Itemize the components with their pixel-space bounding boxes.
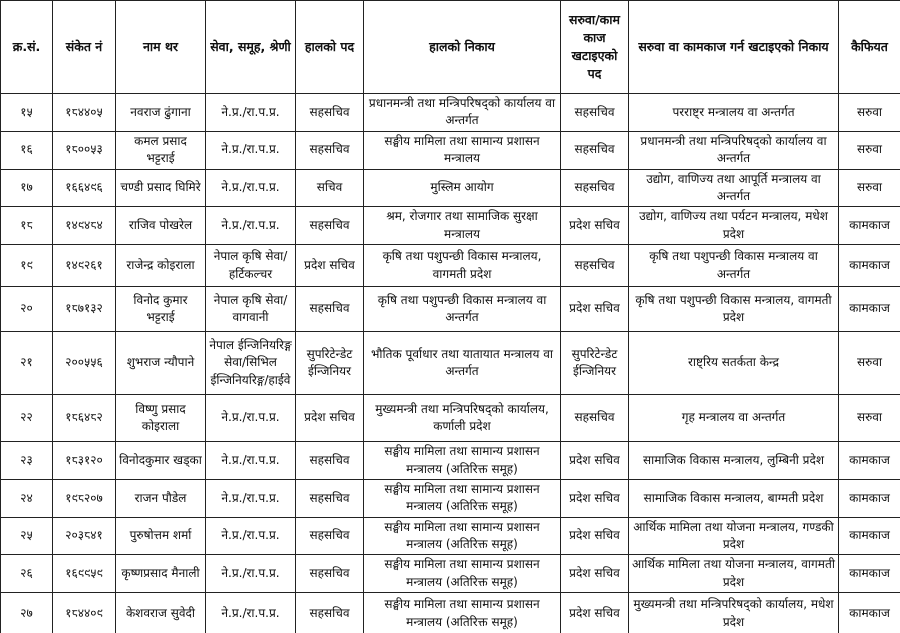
col-header-assigned-post: सरुवा/काम काज खटाइएको पद <box>561 1 629 94</box>
cell-service-group-class: ने.प्र./रा.प.प्र. <box>206 131 296 169</box>
cell-code-number: १८३१२० <box>53 442 116 480</box>
cell-current-post: सचिव <box>296 169 364 207</box>
cell-name-surname: केशवराज सुवेदी <box>116 593 206 633</box>
header-row <box>1 1 900 94</box>
cell-service-group-class: ने.प्र./रा.प.प्र. <box>206 395 296 442</box>
cell-code-number: १८७१३२ <box>53 287 116 332</box>
cell-code-number: २००५५६ <box>53 332 116 395</box>
cell-code-number: १९८२०७ <box>53 479 116 517</box>
cell-assigned-post: प्रदेश सचिव <box>561 517 629 555</box>
cell-current-post: सहसचिव <box>296 94 364 132</box>
cell-current-post: सहसचिव <box>296 593 364 633</box>
cell-assigned-post: सुपरिटेन्डेट ईन्जिनियर <box>561 332 629 395</box>
cell-assigned-agency: आर्थिक मामिला तथा योजना मन्त्रालय, गण्डकी प्रदेश <box>629 517 839 555</box>
cell-remarks: सरुवा <box>839 169 900 207</box>
cell-name-surname: विनोद कुमार भट्टराई <box>116 287 206 332</box>
cell-code-number: १६६४९६ <box>53 169 116 207</box>
cell-code-number: १४९४८४ <box>53 207 116 245</box>
table-body <box>1 94 900 633</box>
cell-serial-number: २३ <box>1 442 53 480</box>
cell-current-agency: सङ्घीय मामिला तथा सामान्य प्रशासन मन्त्रालय (अतिरिक्त समूह) <box>364 479 561 517</box>
cell-service-group-class: नेपाल कृषि सेवा/हर्टिकल्चर <box>206 245 296 287</box>
cell-assigned-post: सहसचिव <box>561 245 629 287</box>
cell-code-number: १८००५३ <box>53 131 116 169</box>
cell-service-group-class: ने.प्र./रा.प.प्र. <box>206 169 296 207</box>
col-header-code-number: संकेत नं <box>53 1 116 94</box>
col-header-assigned-agency: सरुवा वा कामकाज गर्न खटाइएको निकाय <box>629 1 839 94</box>
cell-assigned-post: प्रदेश सचिव <box>561 287 629 332</box>
cell-remarks: कामकाज <box>839 593 900 633</box>
cell-service-group-class: ने.प्र./रा.प.प्र. <box>206 94 296 132</box>
cell-remarks: कामकाज <box>839 245 900 287</box>
cell-serial-number: १५ <box>1 94 53 132</box>
cell-assigned-agency: राष्ट्रिय सतर्कता केन्द्र <box>629 332 839 395</box>
cell-serial-number: २१ <box>1 332 53 395</box>
cell-assigned-agency: सामाजिक विकास मन्त्रालय, लुम्बिनी प्रदेश <box>629 442 839 480</box>
cell-remarks: कामकाज <box>839 207 900 245</box>
cell-current-post: प्रदेश सचिव <box>296 395 364 442</box>
cell-code-number: १८४४०९ <box>53 593 116 633</box>
cell-code-number: १८६४८२ <box>53 395 116 442</box>
cell-name-surname: कमल प्रसाद भट्टराई <box>116 131 206 169</box>
table-row <box>1 207 900 245</box>
cell-current-agency: भौतिक पूर्वाधार तथा यातायात मन्त्रालय वा अन्तर्गत <box>364 332 561 395</box>
cell-current-agency: कृषि तथा पशुपन्छी विकास मन्त्रालय वा अन्तर्गत <box>364 287 561 332</box>
col-header-serial-number: क्र.सं. <box>1 1 53 94</box>
cell-name-surname: चण्डी प्रसाद घिमिरे <box>116 169 206 207</box>
cell-assigned-agency: सामाजिक विकास मन्त्रालय, बाग्मती प्रदेश <box>629 479 839 517</box>
cell-code-number: २०३८४१ <box>53 517 116 555</box>
cell-current-post: सहसचिव <box>296 131 364 169</box>
table-row <box>1 169 900 207</box>
cell-service-group-class: नेपाल ईन्जिनियरिङ्ग सेवा/सिभिल ईन्जिनियरिङ्ग/हाईवे <box>206 332 296 395</box>
cell-code-number: १६९९५९ <box>53 555 116 593</box>
cell-remarks: कामकाज <box>839 442 900 480</box>
cell-remarks: सरुवा <box>839 131 900 169</box>
cell-assigned-agency: प्रधानमन्त्री तथा मन्त्रिपरिषद्को कार्यालय वा अन्तर्गत <box>629 131 839 169</box>
cell-assigned-post: सहसचिव <box>561 131 629 169</box>
cell-serial-number: १९ <box>1 245 53 287</box>
cell-current-agency: सङ्घीय मामिला तथा सामान्य प्रशासन मन्त्रालय (अतिरिक्त समूह) <box>364 517 561 555</box>
cell-current-agency: प्रधानमन्त्री तथा मन्त्रिपरिषद्को कार्यालय वा अन्तर्गत <box>364 94 561 132</box>
cell-current-post: सहसचिव <box>296 442 364 480</box>
cell-current-post: सहसचिव <box>296 287 364 332</box>
cell-remarks: कामकाज <box>839 479 900 517</box>
cell-remarks: सरुवा <box>839 94 900 132</box>
cell-assigned-agency: गृह मन्त्रालय वा अन्तर्गत <box>629 395 839 442</box>
cell-service-group-class: ने.प्र./रा.प.प्र. <box>206 442 296 480</box>
cell-assigned-post: प्रदेश सचिव <box>561 593 629 633</box>
table-row <box>1 555 900 593</box>
cell-serial-number: २४ <box>1 479 53 517</box>
col-header-service-group-class: सेवा, समूह, श्रेणी <box>206 1 296 94</box>
cell-current-agency: मुख्यमन्त्री तथा मन्त्रिपरिषद्को कार्यालय, कर्णाली प्रदेश <box>364 395 561 442</box>
table-row <box>1 593 900 633</box>
table-row <box>1 442 900 480</box>
cell-assigned-agency: परराष्ट्र मन्त्रालय वा अन्तर्गत <box>629 94 839 132</box>
cell-remarks: कामकाज <box>839 517 900 555</box>
cell-current-agency: सङ्घीय मामिला तथा सामान्य प्रशासन मन्त्रालय (अतिरिक्त समूह) <box>364 442 561 480</box>
cell-current-post: सहसचिव <box>296 517 364 555</box>
cell-name-surname: राजिव पोखरेल <box>116 207 206 245</box>
table-row <box>1 287 900 332</box>
cell-code-number: १८४४०५ <box>53 94 116 132</box>
cell-assigned-agency: आर्थिक मामिला तथा योजना मन्त्रालय, वागमती प्रदेश <box>629 555 839 593</box>
cell-current-agency: कृषि तथा पशुपन्छी विकास मन्त्रालय, वागमती प्रदेश <box>364 245 561 287</box>
col-header-name-surname: नाम थर <box>116 1 206 94</box>
cell-serial-number: २२ <box>1 395 53 442</box>
cell-service-group-class: ने.प्र./रा.प.प्र. <box>206 517 296 555</box>
cell-serial-number: २६ <box>1 555 53 593</box>
cell-serial-number: १८ <box>1 207 53 245</box>
cell-remarks: सरुवा <box>839 332 900 395</box>
cell-serial-number: १६ <box>1 131 53 169</box>
cell-service-group-class: ने.प्र./रा.प.प्र. <box>206 555 296 593</box>
cell-name-surname: शुभराज न्यौपाने <box>116 332 206 395</box>
col-header-remarks: कैफियत <box>839 1 900 94</box>
cell-assigned-post: प्रदेश सचिव <box>561 207 629 245</box>
cell-assigned-agency: उद्योग, वाणिज्य तथा पर्यटन मन्त्रालय, मधेश प्रदेश <box>629 207 839 245</box>
cell-service-group-class: नेपाल कृषि सेवा/वागवानी <box>206 287 296 332</box>
cell-current-post: सहसचिव <box>296 479 364 517</box>
cell-current-agency: मुस्लिम आयोग <box>364 169 561 207</box>
cell-assigned-agency: कृषि तथा पशुपन्छी विकास मन्त्रालय, वागमती प्रदेश <box>629 287 839 332</box>
cell-current-agency: सङ्घीय मामिला तथा सामान्य प्रशासन मन्त्रालय <box>364 131 561 169</box>
cell-current-post: प्रदेश सचिव <box>296 245 364 287</box>
col-header-current-post: हालको पद <box>296 1 364 94</box>
cell-service-group-class: ने.प्र./रा.प.प्र. <box>206 479 296 517</box>
table-header <box>1 1 900 94</box>
cell-current-agency: श्रम, रोजगार तथा सामाजिक सुरक्षा मन्त्रालय <box>364 207 561 245</box>
cell-name-surname: विनोदकुमार खड्का <box>116 442 206 480</box>
cell-current-post: सहसचिव <box>296 555 364 593</box>
cell-remarks: सरुवा <box>839 395 900 442</box>
cell-assigned-agency: उद्योग, वाणिज्य तथा आपूर्ति मन्त्रालय वा अन्तर्गत <box>629 169 839 207</box>
cell-name-surname: राजन पौडेल <box>116 479 206 517</box>
cell-serial-number: २० <box>1 287 53 332</box>
cell-assigned-post: प्रदेश सचिव <box>561 442 629 480</box>
cell-current-post: सुपरिटेन्डेट ईन्जिनियर <box>296 332 364 395</box>
cell-remarks: कामकाज <box>839 287 900 332</box>
table-row <box>1 94 900 132</box>
cell-name-surname: कृष्णप्रसाद मैनाली <box>116 555 206 593</box>
table-row <box>1 332 900 395</box>
cell-current-agency: सङ्घीय मामिला तथा सामान्य प्रशासन मन्त्रालय (अतिरिक्त समूह) <box>364 593 561 633</box>
cell-current-agency: सङ्घीय मामिला तथा सामान्य प्रशासन मन्त्रालय (अतिरिक्त समूह) <box>364 555 561 593</box>
cell-remarks: कामकाज <box>839 555 900 593</box>
col-header-current-agency: हालको निकाय <box>364 1 561 94</box>
cell-assigned-post: प्रदेश सचिव <box>561 555 629 593</box>
table-row <box>1 245 900 287</box>
cell-service-group-class: ने.प्र./रा.प.प्र. <box>206 593 296 633</box>
table-row <box>1 517 900 555</box>
table-row <box>1 395 900 442</box>
cell-current-post: सहसचिव <box>296 207 364 245</box>
cell-name-surname: राजेन्द्र कोइराला <box>116 245 206 287</box>
cell-name-surname: विष्णु प्रसाद कोइराला <box>116 395 206 442</box>
cell-name-surname: नवराज ढुंगाना <box>116 94 206 132</box>
cell-code-number: १४९२६१ <box>53 245 116 287</box>
cell-assigned-post: सहसचिव <box>561 395 629 442</box>
cell-assigned-post: प्रदेश सचिव <box>561 479 629 517</box>
cell-serial-number: १७ <box>1 169 53 207</box>
cell-name-surname: पुरुषोत्तम शर्मा <box>116 517 206 555</box>
cell-assigned-post: सहसचिव <box>561 94 629 132</box>
cell-serial-number: २७ <box>1 593 53 633</box>
cell-service-group-class: ने.प्र./रा.प.प्र. <box>206 207 296 245</box>
cell-serial-number: २५ <box>1 517 53 555</box>
cell-assigned-agency: कृषि तथा पशुपन्छी विकास मन्त्रालय वा अन्तर्गत <box>629 245 839 287</box>
table-row <box>1 479 900 517</box>
cell-assigned-agency: मुख्यमन्त्री तथा मन्त्रिपरिषद्को कार्यालय, मधेश प्रदेश <box>629 593 839 633</box>
table-row <box>1 131 900 169</box>
cell-assigned-post: सहसचिव <box>561 169 629 207</box>
